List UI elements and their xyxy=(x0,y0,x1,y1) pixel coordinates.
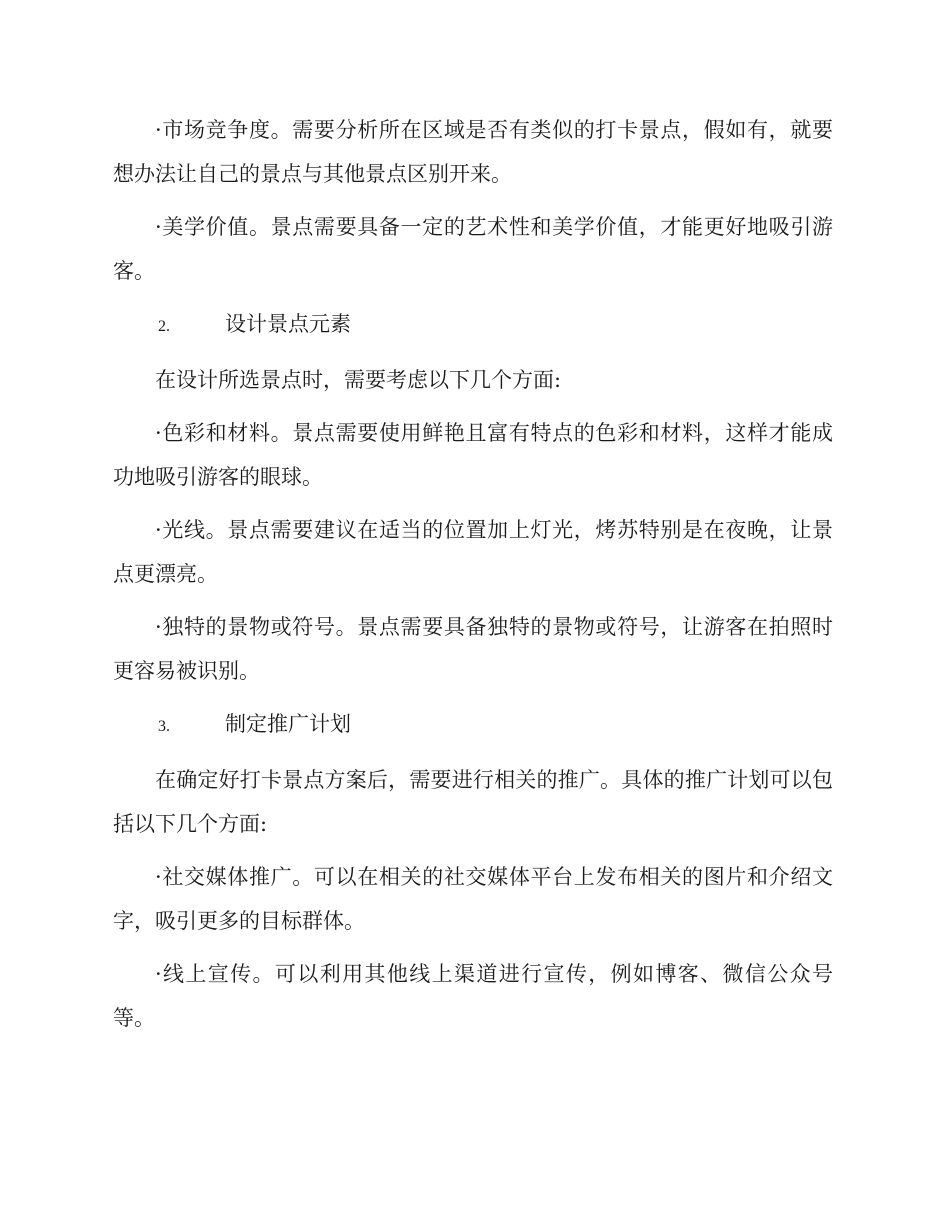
section-heading-design-elements xyxy=(113,302,833,349)
paragraph-unique-symbols: ·独特的景物或符号。景点需要具备独特的景物或符号，让游客在拍照时更容易被识别。 xyxy=(113,615,833,683)
paragraph-social-media: ·社交媒体推广。可以在相关的社交媒体平台上发布相关的图片和介绍文字，吸引更多的目标群体。 xyxy=(113,865,833,933)
document-body xyxy=(113,108,833,1049)
paragraph-lighting: ·光线。景点需要建议在适当的位置加上灯光，烤苏特别是在夜晚，让景点更漂亮。 xyxy=(113,518,833,586)
paragraph-aesthetic-value: ·美学价值。景点需要具备一定的艺术性和美学价值，才能更好地吸引游客。 xyxy=(113,215,833,283)
paragraph-design-intro: 在设计所选景点时，需要考虑以下几个方面: xyxy=(155,368,562,392)
section-title: 设计景点元素 xyxy=(225,312,351,336)
paragraph-online-promotion: ·线上宣传。可以利用其他线上渠道进行宣传，例如博客、微信公众号等。 xyxy=(113,962,833,1030)
section-heading-promotion-plan xyxy=(113,702,833,749)
section-number: 3. xyxy=(158,718,170,735)
section-number: 2. xyxy=(158,318,170,335)
section-title: 制定推广计划 xyxy=(225,712,351,736)
paragraph-market-competition: ·市场竞争度。需要分析所在区域是否有类似的打卡景点，假如有，就要想办法让自己的景点与其他景点区别开来。 xyxy=(113,118,833,186)
paragraph-promotion-intro: 在确定好打卡景点方案后，需要进行相关的推广。具体的推广计划可以包括以下几个方面: xyxy=(113,768,833,836)
paragraph-color-material: ·色彩和材料。景点需要使用鲜艳且富有特点的色彩和材料，这样才能成功地吸引游客的眼球。 xyxy=(113,421,833,489)
